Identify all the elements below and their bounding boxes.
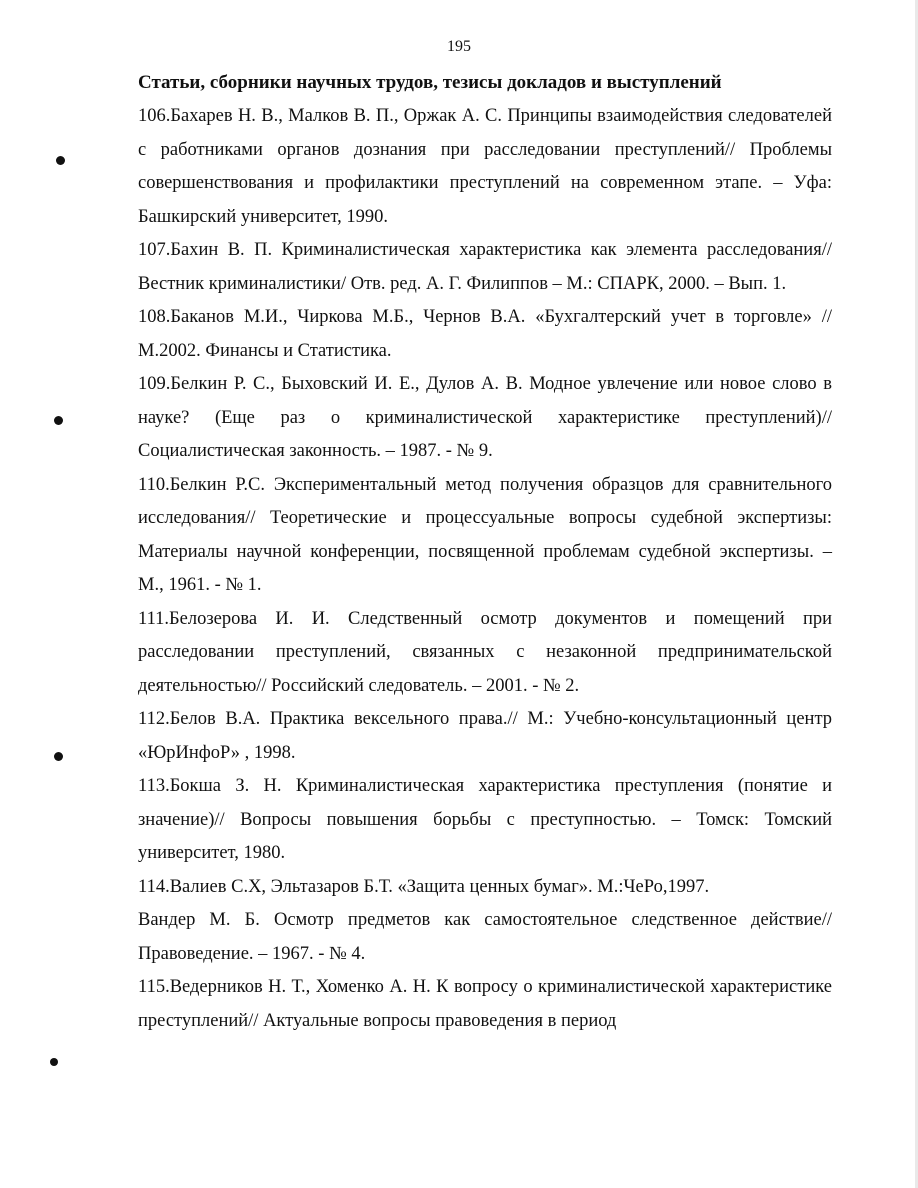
bibliography-entry-107: 107.Бахин В. П. Криминалистическая характеристика как элемента расследования// Вестник криминалистики/ Отв. ред. А. Г. Филиппов – М.: СПАРК, 2000. – Вып. 1. [138, 240, 832, 294]
bibliography-entry-106: 106.Бахарев Н. В., Малков В. П., Оржак А. С. Принципы взаимодействия следователей с работниками органов дознания при расследовании преступлений// Проблемы совершенствования и профилактики преступлений на современном этапе. – Уфа: Башкирский университет, 1990. [138, 106, 832, 227]
bibliography-entry-111: 111.Белозерова И. И. Следственный осмотр документов и помещений при расследовании преступлений, связанных с незаконной предпринимательской деятельностью// Российский следователь. – 2001. - № 2. [138, 608, 832, 696]
bibliography-entry-109: 109.Белкин Р. С., Быховский И. Е., Дулов А. В. Модное увлечение или новое слово в науке? (Еще раз о криминалистической характеристике преступлений)// Социалистическая законность. – 1987. - № 9. [138, 374, 832, 461]
hole-punch-mark [54, 416, 63, 425]
hole-punch-mark [56, 156, 65, 165]
hole-punch-mark [50, 1058, 58, 1066]
bibliography-list [138, 100, 832, 1038]
hole-punch-mark [54, 752, 63, 761]
page-number: 195 [447, 38, 471, 55]
bibliography-entry-112: 112.Белов В.А. Практика вексельного права.// М.: Учебно-консультационный центр «ЮрИнфоР» , 1998. [138, 709, 832, 763]
bibliography-entry-114: 114.Валиев С.Х, Эльтазаров Б.Т. «Защита ценных бумаг». М.:ЧеРо,1997. [138, 876, 710, 897]
bibliography-entry-108: 108.Баканов М.И., Чиркова М.Б., Чернов В.А. «Бухгалтерский учет в торговле» // М.2002. Финансы и Статистика. [138, 307, 832, 361]
bibliography-entry-110: 110.Белкин Р.С. Экспериментальный метод получения образцов для сравнительного исследования// Теоретические и процессуальные вопросы судебной экспертизы: Материалы научной конференции, посвященной проблемам судебной экспертизы. – М., 1961. - № 1. [138, 474, 832, 595]
bibliography-entry-113: 113.Бокша З. Н. Криминалистическая характеристика преступления (понятие и значение)// Вопросы повышения борьбы с преступностью. – Томск: Томский университет, 1980. [138, 776, 832, 863]
section-heading: Статьи, сборники научных трудов, тезисы докладов и выступлений [138, 72, 722, 93]
bibliography-entry-vander: Вандер М. Б. Осмотр предметов как самостоятельное следственное действие// Правоведение. – 1967. - № 4. [138, 910, 832, 964]
bibliography-entry-115: 115.Ведерников Н. Т., Хоменко А. Н. К вопросу о криминалистической характеристике преступлений// Актуальные вопросы правоведения в период [138, 977, 832, 1031]
